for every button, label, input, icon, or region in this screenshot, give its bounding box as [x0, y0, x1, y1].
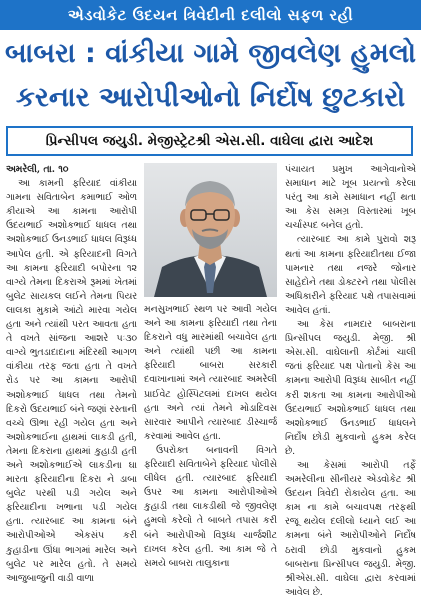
kicker-banner: એડવોકેટ ઉદયન ત્રિવેદીની દલીલો સફળ રહી [0, 0, 421, 30]
article-column-right [285, 163, 416, 598]
article-paragraph: ઉપરોક્ત બનાવની વિગતે ફરિયાદી સવિતાબેને ફરિયાદ પોલીસે લીધેલ હતી. ત્યારબાદ ફરિયાદી ઉપર આ કામના આરોપીઓએ કુહાડી તથા લાકડીથી જે જીવલેણ હુમલો કરેલો તે બાબતે તપાસ કરી બંને આરોપીઓ વિરૂધ્ધ ચાર્જશીટ દાખલ કરેલ હતી. આ કામ જે તે સમયે બાબરા તાલુકાના [144, 444, 277, 569]
article-paragraph: આ કેસમાં આરોપી તર્ફે અમરેલીના સીનીયર એડવોકેટ શ્રી ઉદયન ત્રિવેદી રોકાયેલ હતા. આ કામ ના કામે બચાવપક્ષ તરફથી રજૂ થયેલ દલીલો ધ્યાને લઈ આ કામના બંને આરોપીઓને નિર્દોષ ઠરાવી છોડી મુકવાનો હુકમ બાબરાના પ્રિન્સીપલ જયુડી. મેજી. શ્રીએસ.સી. વાઘેલા દ્વારા કરવામાં આવેલ છે. [285, 459, 416, 598]
article-column-middle [144, 303, 277, 569]
subheadline-box: પ્રિન્સીપલ જયુડી. મેજીસ્ટ્રેટશ્રી એસ.સી. વાઘેલા દ્વારા આદેશ [6, 126, 413, 156]
article-paragraph: આ કેસ નામદાર બાબરાના પ્રિન્સીપલ જયુડી. મેજી. શ્રી એસ.સી. વાઘેલાની કોર્ટમાં ચાલી જતાં ફરિયાદ પક્ષ પોતાનો કેસ આ કામના આરોપી વિરૂધ્ધ સાબીત નહીં કરી શકતા આ કામના આરોપીઓ ઉદયભાઈ અશોકભાઈ ધાધલ તથા અશોકભાઈ ઉનડભાઈ ધાધલને નિર્દોષ છોડી મુકવાનો હુકમ કરેલ છે. [285, 319, 416, 457]
article-column-left [6, 163, 137, 584]
dateline: અમરેલી, તા. ૧૦ [6, 164, 69, 175]
article-paragraph: આ કામની ફરિયાદ વાંકીયા ગામના સવિતાબેન કમાભાઈ ઓળ કીયાએ આ કામના આરોપી ઉદયભાઈ અશોકભાઈ ધાધલ તથા અશોકભાઈ ઉનડભાઈ ધાધલ વિરૂધ્ધ આપેલ હતી. એ ફરિયાદની વિગતે આ કામના ફરિયાદી બપોરના ૧૨ વાગ્યે તેમના દિકરાએ રૂમમાં ખેતમાં બુલેટ સાયકલ લઈને તેમના પિયર લાલકા મુકામે આંટો મારવા ગયેલ હતા અને ત્યાંથી પરત આવતા હતા તે વખતે સાંજના આશરે પઃ૩૦ વાગ્યે ભુતડાદાદાના મંદિરથી આગળ વાંકીયા તરફ જતા હતા તે વખતે રોડ પર આ કામના આરોપી અશોકભાઈ ધાધલ તથા તેમનો દિકરો ઉદયભાઈ બંને જણાં રસ્તાની વચ્ચે ઊભા રહી ગયેલ હતા અને અશોકભાઈના હાથમાં લાકડી હતી, તેમના દિકરાના હાથમાં કુહાડી હતી અને અશોકભાઈએ લાકડીના ઘા મારતા ફરિયાદીના દિકરા ને ડાબા બુલેટ પરથી પડી ગયેલ અને ફરિયાદીના ખભાના પડી ગયેલ હતા. ત્યારબાદ આ કામના બંને આરોપીઓએ એકસંપ કરી કુહાડીના ઊંધા ભાગમાં મારેલ અને બુલેટ પર મારેલ હતો. તે સમયે આજુબાજુની વાડી વાળા [6, 178, 137, 584]
headline-line-2: કરનાર આરોપીઓનો નિર્દોષ છુટકારો [15, 82, 406, 113]
headline-line-1: બાબરા : વાંકીયા ગામે જીવલેણ હુમલો [5, 38, 416, 69]
article-paragraph: પંચાયત પ્રમુખ આગેવાનોએ સમાધાન માટે ખૂબ પ્રયત્નો કરેલા પરંતુ આ કામે સમાધાન નહીં થતા આ કેસ સમગ્ર વિસ્તારમાં ખૂબ ચર્ચાસ્પદ બનેલ હતો. [285, 164, 416, 232]
advocate-photo [144, 163, 277, 297]
portrait-image [144, 163, 277, 297]
article-paragraph: ત્યારબાદ આ કામે પુરાવો શરૂ થતાં આ કામના ફરિયાદીતથા ઈજા પામનાર તથા નજરે જોનાર સાહેદોને તથા ડોક્ટરને તથા પોલીસ અધિકારીને ફરિયાદ પક્ષે તપાસવામાં આવેલ હતાં. [285, 234, 416, 316]
article-paragraph: મનસુખભાઈ સ્થળ પર આવી ગયેલ અને આ કામના ફરિયાદી તથા તેના દિકરાને વધુ મારમાંથી બચાવેલ હતા અને ત્યાંથી પછી આ કામના ફરિયાદી બાબરા સરકારી દવાખાનામાં અને ત્યારબાદ અમરેલી પ્રાઈવેટ હોસ્પિટલમાં દાખલ થયેલ હતા અને ત્યાં તેમને મોડાદિવસ સારવાર આપીને ત્યારબાદ ડીસ્ચાર્જ કરવામાં આવેલ હતા. [144, 304, 277, 442]
